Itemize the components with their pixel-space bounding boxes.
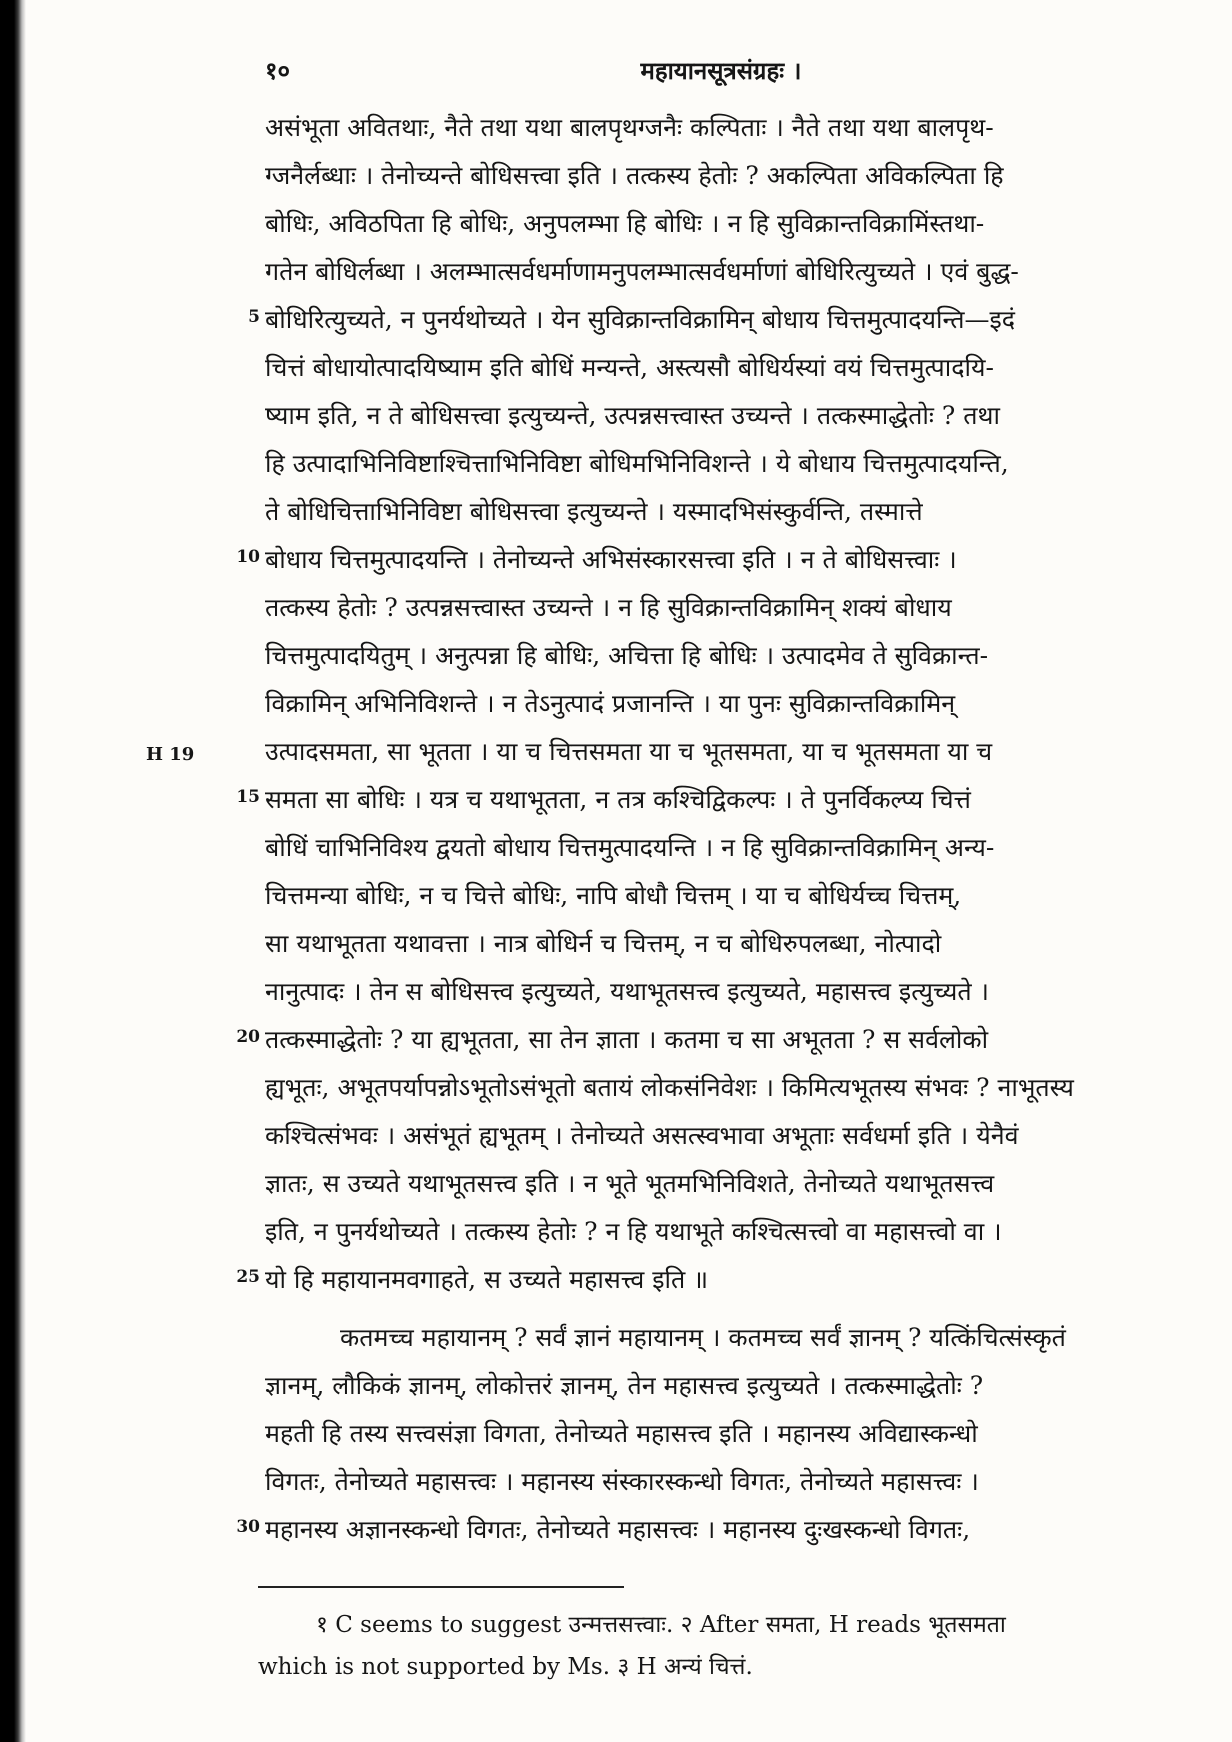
text-line: तत्कस्य हेतोः ? उत्पन्नसत्त्वास्त उच्यन्ते । न हि सुविक्रान्तविक्रामिन् शक्यं बोधाय: [265, 593, 952, 622]
text-line: ते बोधिचित्ताभिनिविष्टा बोधिसत्त्वा इत्युच्यन्ते । यस्मादभिसंस्कुर्वन्ति, तस्मात्ते: [265, 497, 923, 526]
text-line: ष्याम इति, न ते बोधिसत्त्वा इत्युच्यन्ते, उत्पन्नसत्त्वास्त उच्यन्ते । तत्कस्माद्धेतोः ? तथा: [265, 401, 1000, 430]
text-line: कतमच्च महायानम् ? सर्वं ज्ञानं महायानम् । कतमच्च सर्वं ज्ञानम् ? यत्किंचित्संस्कृतं: [340, 1323, 1066, 1352]
text-line: कश्चित्संभवः । असंभूतं ह्यभूतम् । तेनोच्यते असत्स्वभावा अभूताः सर्वधर्मा इति । येनैवं: [265, 1121, 1019, 1150]
page-number: १०: [265, 56, 290, 85]
margin-reference: H 19: [146, 744, 195, 765]
text-line: हि उत्पादाभिनिविष्टाश्चित्ताभिनिविष्टा बोधिमभिनिविशन्ते । ये बोधाय चित्तमुत्पादयन्ति,: [265, 449, 1009, 478]
footnote-line: which is not supported by Ms. ३ H अन्यं चित्तं.: [258, 1654, 753, 1680]
page-header: [265, 50, 1177, 90]
text-line: समता सा बोधिः । यत्र च यथाभूतता, न तत्र कश्चिद्विकल्पः । ते पुनर्विकल्प्य चित्तं: [265, 785, 971, 814]
line-number-30: 30: [236, 1517, 260, 1537]
text-line: इति, न पुनर्यथोच्यते । तत्कस्य हेतोः ? न हि यथाभूते कश्चित्सत्त्वो वा महासत्त्वो वा ।: [265, 1217, 1002, 1246]
text-line: चित्तं बोधायोत्पादयिष्याम इति बोधिं मन्यन्ते, अस्त्यसौ बोधिर्यस्यां वयं चित्तमुत्पादयि-: [265, 353, 994, 382]
text-line: ज्ञातः, स उच्यते यथाभूतसत्त्व इति । न भूते भूतमभिनिविशते, तेनोच्यते यथाभूतसत्त्व: [265, 1169, 995, 1198]
text-line: बोधाय चित्तमुत्पादयन्ति । तेनोच्यन्ते अभिसंस्कारसत्त्वा इति । न ते बोधिसत्त्वाः ।: [265, 545, 957, 574]
text-line: ग्जनैर्लब्धाः । तेनोच्यन्ते बोधिसत्त्वा इति । तत्कस्य हेतोः ? अकल्पिता अविकल्पिता हि: [265, 161, 1004, 190]
text-line: विक्रामिन् अभिनिविशन्ते । न तेऽनुत्पादं प्रजानन्ति । या पुनः सुविक्रान्तविक्रामिन्: [265, 689, 956, 718]
text-line: असंभूता अवितथाः, नैते तथा यथा बालपृथग्जनैः कल्पिताः । नैते तथा यथा बालपृथ-: [265, 113, 994, 142]
text-line: बोधिं चाभिनिविश्य द्वयतो बोधाय चित्तमुत्पादयन्ति । न हि सुविक्रान्तविक्रामिन् अन्य-: [265, 833, 995, 862]
line-number-25: 25: [236, 1267, 260, 1287]
running-title: महायानसूत्रसंग्रहः ।: [640, 56, 802, 85]
text-line: चित्तमन्या बोधिः, न च चित्ते बोधिः, नापि बोधौ चित्तम् । या च बोधिर्यच्च चित्तम्,: [265, 881, 962, 910]
text-line: सा यथाभूतता यथावत्ता । नात्र बोधिर्न च चित्तम्, न च बोधिरुपलब्धा, नोत्पादो: [265, 929, 942, 958]
text-line: विगतः, तेनोच्यते महासत्त्वः । महानस्य संस्कारस्कन्धो विगतः, तेनोच्यते महासत्त्वः ।: [265, 1467, 979, 1496]
footnotes: [258, 1604, 1178, 1688]
book-binding-edge: [0, 0, 26, 1742]
text-line: बोधिः, अविठपिता हि बोधिः, अनुपलम्भा हि बोधिः । न हि सुविक्रान्तविक्रामिंस्तथा-: [265, 209, 985, 238]
line-number-15: 15: [236, 787, 260, 807]
text-line: यो हि महायानमवगाहते, स उच्यते महासत्त्व इति ॥: [265, 1265, 709, 1294]
text-line: गतेन बोधिर्लब्धा । अलम्भात्सर्वधर्माणामनुपलम्भात्सर्वधर्माणां बोधिरित्युच्यते । एवं बुद्ध-: [265, 257, 1019, 286]
text-line: बोधिरित्युच्यते, न पुनर्यथोच्यते । येन सुविक्रान्तविक्रामिन् बोधाय चित्तमुत्पादयन्ति—इदं: [265, 305, 1016, 334]
body-text: [265, 104, 1177, 1554]
text-line: महानस्य अज्ञानस्कन्धो विगतः, तेनोच्यते महासत्त्वः । महानस्य दुःखस्कन्धो विगतः,: [265, 1515, 971, 1544]
footnote-line: १ C seems to suggest उन्मत्तसत्त्वाः. २ After समता, H reads भूतसमता: [316, 1612, 1006, 1638]
text-line: ह्यभूतः, अभूतपर्यापन्नोऽभूतोऽसंभूतो बतायं लोकसंनिवेशः । किमित्यभूतस्य संभवः ? नाभूतस्य: [265, 1073, 1074, 1102]
footnote-divider: [258, 1586, 624, 1588]
text-line: महती हि तस्य सत्त्वसंज्ञा विगता, तेनोच्यते महासत्त्व इति । महानस्य अविद्यास्कन्धो: [265, 1419, 978, 1448]
text-line: ज्ञानम्, लौकिकं ज्ञानम्, लोकोत्तरं ज्ञानम्, तेन महासत्त्व इत्युच्यते । तत्कस्माद्धेतोः ?: [265, 1371, 984, 1400]
text-line: नानुत्पादः । तेन स बोधिसत्त्व इत्युच्यते, यथाभूतसत्त्व इत्युच्यते, महासत्त्व इत्युच्यते ।: [265, 977, 990, 1006]
line-number-20: 20: [236, 1027, 260, 1047]
text-line: चित्तमुत्पादयितुम् । अनुत्पन्ना हि बोधिः, अचित्ता हि बोधिः । उत्पादमेव ते सुविक्रान्त-: [265, 641, 989, 670]
line-number-10: 10: [236, 547, 260, 567]
text-line: तत्कस्माद्धेतोः ? या ह्यभूतता, सा तेन ज्ञाता । कतमा च सा अभूतता ? स सर्वलोको: [265, 1025, 989, 1054]
text-line: उत्पादसमता, सा भूतता । या च चित्तसमता या च भूतसमता, या च भूतसमता या च: [265, 737, 993, 766]
line-number-5: 5: [248, 307, 260, 327]
